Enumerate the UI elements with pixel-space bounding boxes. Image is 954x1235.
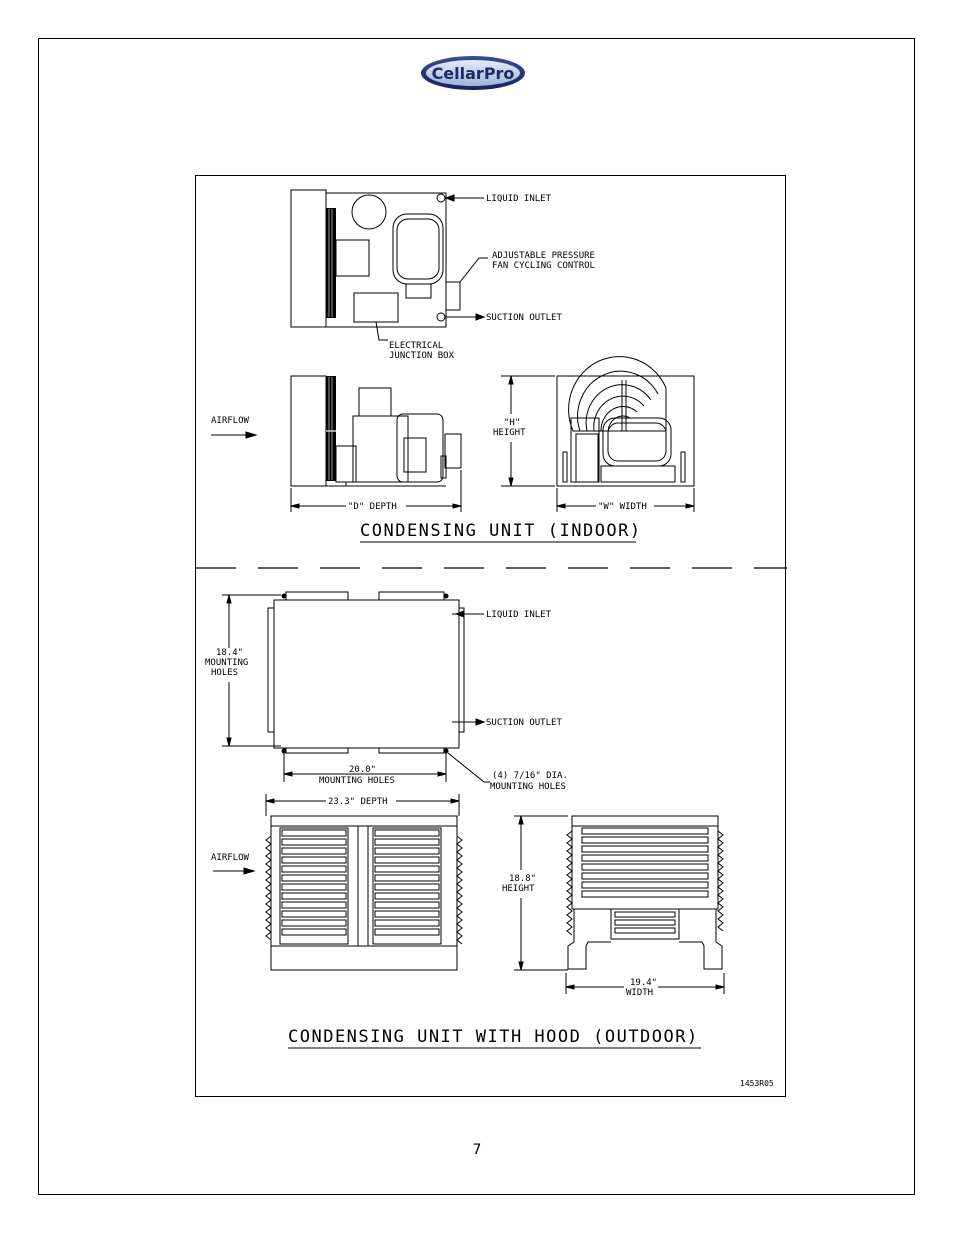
indoor-height-label-line2: HEIGHT	[493, 428, 526, 438]
indoor-height-label-line1: "H"	[504, 418, 521, 428]
indoor-width-label: "W" WIDTH	[598, 502, 647, 512]
indoor-airflow-label: AIRFLOW	[211, 416, 249, 426]
logo-text: CellarPro	[431, 64, 515, 83]
outdoor-mounting-width-line2: MOUNTING HOLES	[319, 776, 395, 786]
outdoor-mounting-height-line1: 18.4"	[216, 648, 244, 658]
indoor-airflow-arrow	[211, 432, 256, 438]
outdoor-suction-outlet-label: SUCTION OUTLET	[486, 718, 562, 728]
outdoor-width-line1: 19.4"	[630, 978, 658, 988]
outdoor-mounting-width-line1: 20.0"	[349, 765, 377, 775]
outdoor-section-title: CONDENSING UNIT WITH HOOD (OUTDOOR)	[288, 1027, 699, 1047]
indoor-front-view	[557, 357, 694, 486]
outdoor-liquid-inlet-label: LIQUID INLET	[486, 610, 552, 620]
indoor-suction-outlet-label: SUCTION OUTLET	[486, 313, 562, 323]
outdoor-side-view	[266, 816, 462, 970]
mounting-holes-callout-line2: MOUNTING HOLES	[490, 782, 566, 792]
cellarpro-logo-mark	[420, 55, 526, 91]
mounting-holes-callout-line1: (4) 7/16" DIA.	[492, 771, 568, 781]
drawing-number: 1453R05	[740, 1079, 774, 1088]
outdoor-height-line2: HEIGHT	[502, 884, 535, 894]
indoor-section-title: CONDENSING UNIT (INDOOR)	[360, 521, 642, 541]
outdoor-mounting-height-line2: MOUNTING	[205, 658, 249, 668]
drawing-frame	[195, 175, 786, 1097]
outdoor-top-view	[268, 592, 464, 753]
junction-box-label-line1: ELECTRICAL	[389, 341, 444, 351]
indoor-depth-label: "D" DEPTH	[348, 502, 397, 512]
outdoor-width-line2: WIDTH	[626, 988, 654, 998]
outdoor-airflow-arrow	[213, 868, 254, 874]
indoor-top-view	[291, 190, 460, 327]
indoor-side-view	[291, 376, 461, 486]
junction-box-label-line2: JUNCTION BOX	[389, 351, 455, 361]
fan-control-label-line2: FAN CYCLING CONTROL	[492, 261, 595, 271]
cellarpro-logo	[420, 55, 526, 91]
outdoor-top-callouts	[448, 611, 490, 782]
outdoor-airflow-label: AIRFLOW	[211, 853, 249, 863]
fan-control-label-line1: ADJUSTABLE PRESSURE	[492, 251, 595, 261]
outdoor-height-line1: 18.8"	[509, 874, 537, 884]
outdoor-mounting-height-line3: HOLES	[211, 668, 239, 678]
page-number: 7	[472, 1142, 482, 1158]
indoor-liquid-inlet-label: LIQUID INLET	[486, 194, 552, 204]
outdoor-front-view	[567, 816, 723, 969]
outdoor-depth-label: 23.3" DEPTH	[328, 797, 388, 807]
condensing-unit-drawing	[196, 176, 787, 1098]
